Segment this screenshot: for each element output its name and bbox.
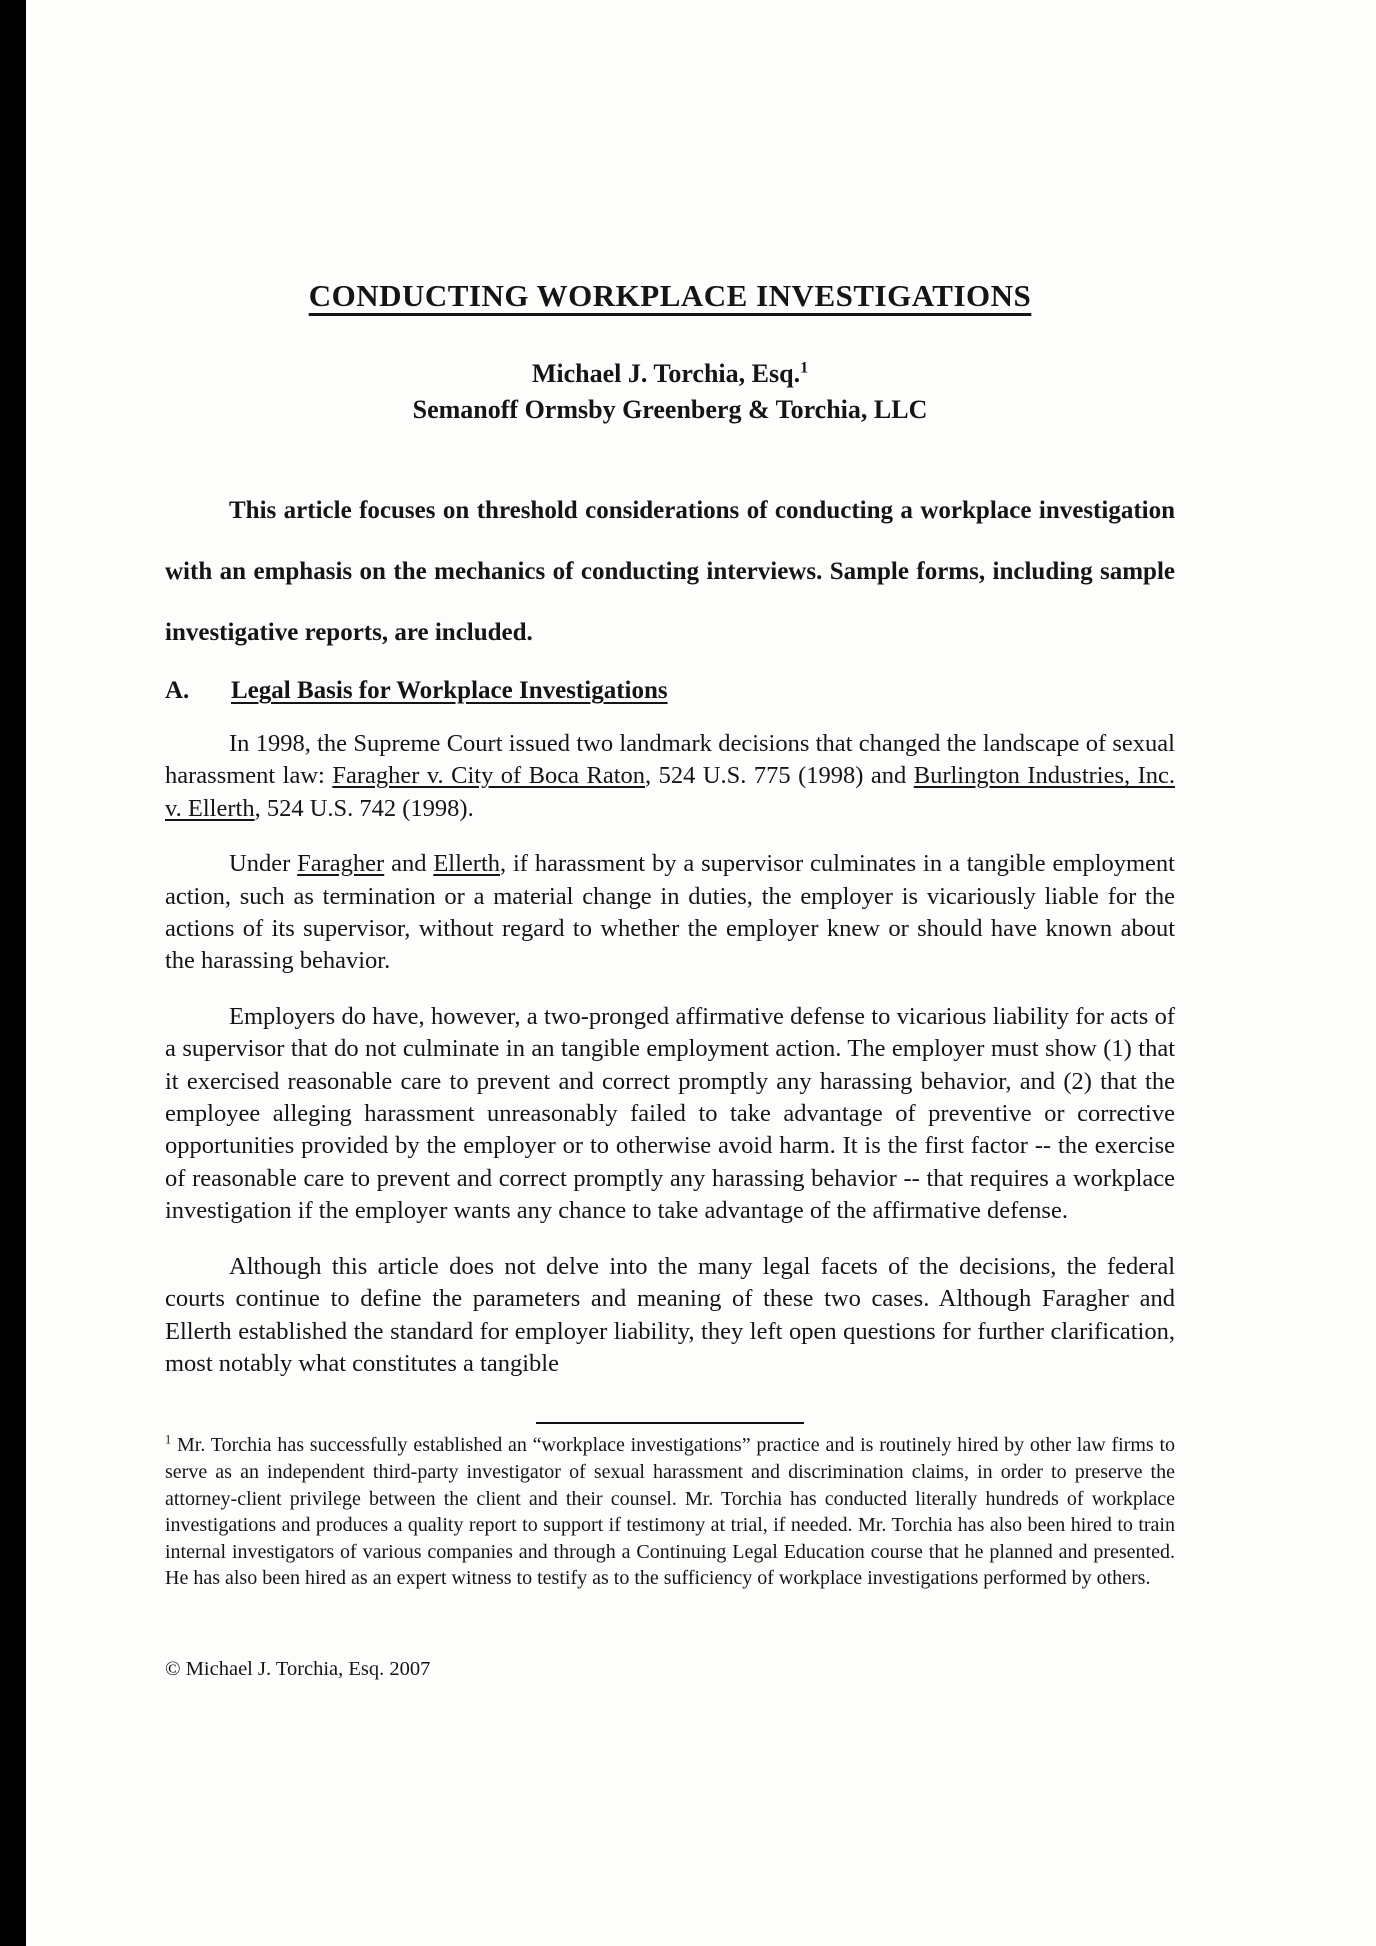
paragraph-text: Employers do have, however, a two-pronged affirmative defense to vicarious liability for acts of a supervisor that do not culminate in an tangible employment action. The employer must show (1) that it exercised reasonable care to prevent and correct promptly any harassing behavior, and (2) that the employee alleging harassment unreasonably failed to take advantage of preventive or corrective opportunities provided by the employer or to otherwise avoid harm. It is the first factor -- the exercise of reasonable care to prevent and correct promptly any harassing behavior -- that requires a workplace investigation if the employer wants any chance to take advantage of the affirmative defense.: [165, 1002, 1175, 1225]
paragraph: [165, 728, 1175, 825]
intro-paragraph: This article focuses on threshold considerations of conducting a workplace investigation with an emphasis on the mechanics of conducting interviews. Sample forms, including sample investigative reports, are included.: [165, 497, 1175, 646]
paragraph-text: , 524 U.S. 775 (1998) and: [645, 762, 914, 790]
footnote-text: Mr. Torchia has successfully established an “workplace investigations” practice and is routinely hired by other law firms to serve as an independent third-party investigator of sexual harassment and discrimination claims, in order to preserve the attorney-client privilege between the client and their counsel. Mr. Torchia has conducted literally hundreds of workplace investigations and produces a quality report to support if testimony at trial, if needed. Mr. Torchia has also been hired to train internal investigators of various companies and through a Continuing Legal Education course that he planned and presented. He has also been hired as an expert witness to testify as to the sufficiency of workplace investigations performed by others.: [165, 1434, 1176, 1590]
footnote-number: 1: [165, 1432, 172, 1447]
author-line: [165, 356, 1175, 392]
firm-line: Semanoff Ormsby Greenberg & Torchia, LLC: [412, 395, 928, 424]
case-citation: Ellerth: [433, 850, 500, 878]
paragraph: [165, 848, 1175, 978]
paragraph: [165, 1251, 1175, 1381]
body-paragraphs: [165, 728, 1175, 1380]
section-label: A.: [165, 677, 190, 704]
byline-block: [165, 356, 1175, 428]
section-heading-row: [165, 677, 1175, 705]
paragraph-text: , if harassment by a supervisor culminates in a tangible employment action, such as termination or a material change in duties, the employer is vicariously liable for the actions of its supervisor, without regard to whether the employer knew or should have known about the harassing behavior.: [165, 850, 1175, 975]
copyright-line: © Michael J. Torchia, Esq. 2007: [165, 1657, 431, 1680]
title-row: [165, 0, 1175, 314]
paragraph-text: , 524 U.S. 742 (1998).: [254, 794, 474, 822]
section-title: Legal Basis for Workplace Investigations: [231, 677, 668, 704]
author-name: Michael J. Torchia, Esq.: [531, 359, 801, 388]
paragraph-text: Under: [229, 850, 298, 878]
footnote-ref-marker: 1: [800, 359, 809, 377]
document-page: [165, 0, 1175, 1681]
paragraph: [165, 1001, 1175, 1228]
paragraph-text: In 1998, the Supreme Court issued two landmark decisions that changed the landscape of sexual harassment law:: [165, 730, 1175, 790]
document-title: CONDUCTING WORKPLACE INVESTIGATIONS: [308, 278, 1032, 313]
case-citation: Burlington Industries, Inc. v. Ellerth: [165, 762, 1176, 822]
paragraph-text: Although this article does not delve into the many legal facets of the decisions, the federal courts continue to define the parameters and meaning of these two cases. Although Faragher and Ellerth established the standard for employer liability, they left open questions for further clarification, most notably what constitutes a tangible: [165, 1252, 1175, 1377]
case-citation: Faragher v. City of Boca Raton: [332, 762, 646, 790]
scan-edge-bar: [0, 0, 26, 1946]
footnote-separator: [536, 1422, 804, 1424]
paragraph-text: and: [384, 850, 434, 878]
footnote: [165, 1432, 1175, 1592]
case-citation: Faragher: [297, 850, 385, 878]
